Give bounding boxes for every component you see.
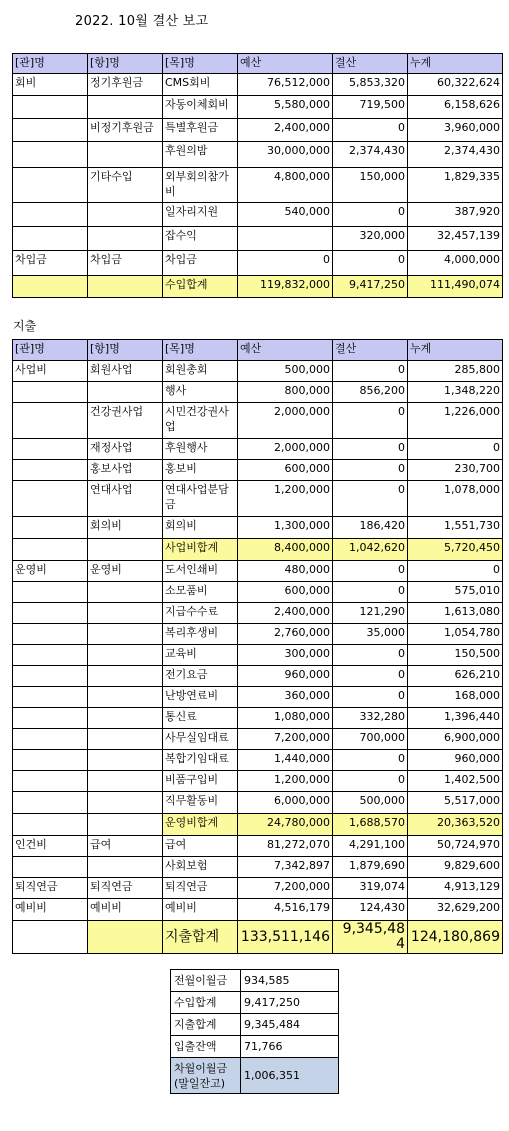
gwan-cell [13, 119, 88, 142]
mok-cell: 난방연료비 [163, 687, 238, 708]
mok-cell: 복리후생비 [163, 624, 238, 645]
summary-row [171, 1014, 339, 1036]
total-hang-cell [88, 276, 163, 298]
table-row [13, 687, 503, 708]
actual-cell: 700,000 [333, 729, 408, 750]
budget-cell: 1,200,000 [238, 771, 333, 792]
header-actual: 결산 [333, 340, 408, 361]
budget-cell: 800,000 [238, 382, 333, 403]
report-title: 2022. 10월 결산 보고 [75, 14, 209, 29]
mok-cell: 시민건강권사업 [163, 403, 238, 439]
cumulative-cell: 32,457,139 [408, 227, 503, 251]
expense-total-actual: 9,345,484 [333, 921, 408, 954]
table-row [13, 96, 503, 119]
budget-cell: 960,000 [238, 666, 333, 687]
mok-cell: 사회보험 [163, 857, 238, 878]
gwan-cell [13, 645, 88, 666]
summary-value: 934,585 [241, 970, 339, 992]
header-gwan: [관]명 [13, 340, 88, 361]
budget-cell: 5,580,000 [238, 96, 333, 119]
gwan-cell [13, 582, 88, 603]
table-row [13, 460, 503, 481]
income-table [12, 53, 503, 298]
budget-cell: 600,000 [238, 582, 333, 603]
hang-cell: 급여 [88, 836, 163, 857]
hang-cell [88, 666, 163, 687]
table-row [13, 603, 503, 624]
actual-cell: 719,500 [333, 96, 408, 119]
header-hang: [항]명 [88, 54, 163, 74]
actual-cell: 186,420 [333, 517, 408, 539]
mok-cell: 후원행사 [163, 439, 238, 460]
cumulative-cell: 2,374,430 [408, 142, 503, 168]
expense-total-cumulative: 124,180,869 [408, 921, 503, 954]
income-total-cumulative: 111,490,074 [408, 276, 503, 298]
summary-value: 9,345,484 [241, 1014, 339, 1036]
mok-cell: 후원의밤 [163, 142, 238, 168]
gwan-cell [13, 539, 88, 561]
mok-cell: 퇴직연금 [163, 878, 238, 899]
expense-header-row [13, 340, 503, 361]
mok-cell: 회의비 [163, 517, 238, 539]
gwan-cell [13, 624, 88, 645]
summary-label: 입출잔액 [171, 1036, 241, 1058]
hang-cell [88, 142, 163, 168]
budget-cell: 300,000 [238, 645, 333, 666]
hang-cell [88, 624, 163, 645]
gwan-cell [13, 687, 88, 708]
table-row [13, 517, 503, 539]
budget-cell: 480,000 [238, 561, 333, 582]
table-row [13, 878, 503, 899]
actual-cell: 4,291,100 [333, 836, 408, 857]
cumulative-cell: 5,517,000 [408, 792, 503, 814]
total-hang-cell [88, 921, 163, 954]
budget-cell: 2,000,000 [238, 403, 333, 439]
gwan-cell [13, 603, 88, 624]
hang-cell [88, 203, 163, 227]
summary-row [171, 1058, 339, 1094]
cumulative-cell: 1,396,440 [408, 708, 503, 729]
income-total-budget: 119,832,000 [238, 276, 333, 298]
actual-cell: 5,853,320 [333, 74, 408, 96]
hang-cell: 기타수입 [88, 168, 163, 203]
header-budget: 예산 [238, 340, 333, 361]
hang-cell: 비정기후원금 [88, 119, 163, 142]
hang-cell [88, 227, 163, 251]
table-row [13, 251, 503, 276]
summary-row [171, 1036, 339, 1058]
header-gwan: [관]명 [13, 54, 88, 74]
hang-cell: 재정사업 [88, 439, 163, 460]
cumulative-cell: 1,054,780 [408, 624, 503, 645]
hang-cell: 퇴직연금 [88, 878, 163, 899]
table-row [13, 142, 503, 168]
mok-cell: 특별후원금 [163, 119, 238, 142]
cumulative-cell: 3,960,000 [408, 119, 503, 142]
actual-cell: 0 [333, 771, 408, 792]
actual-cell: 0 [333, 460, 408, 481]
gwan-cell: 회비 [13, 74, 88, 96]
cumulative-cell: 150,500 [408, 645, 503, 666]
budget-cell: 30,000,000 [238, 142, 333, 168]
mok-cell: 차입금 [163, 251, 238, 276]
table-row [13, 439, 503, 460]
table-row [13, 168, 503, 203]
mok-cell: 홍보비 [163, 460, 238, 481]
hang-cell: 홍보사업 [88, 460, 163, 481]
gwan-cell [13, 203, 88, 227]
actual-cell: 0 [333, 251, 408, 276]
mok-cell: 연대사업분담금 [163, 481, 238, 517]
hang-cell [88, 857, 163, 878]
cumulative-cell: 9,829,600 [408, 857, 503, 878]
summary-label: 수입합계 [171, 992, 241, 1014]
actual-cell: 319,074 [333, 878, 408, 899]
header-cumulative: 누계 [408, 340, 503, 361]
actual-cell: 150,000 [333, 168, 408, 203]
budget-cell: 2,760,000 [238, 624, 333, 645]
total-gwan-cell [13, 276, 88, 298]
hang-cell [88, 729, 163, 750]
hang-cell [88, 582, 163, 603]
cumulative-cell: 168,000 [408, 687, 503, 708]
budget-cell: 81,272,070 [238, 836, 333, 857]
table-row [13, 857, 503, 878]
mok-cell: 지급수수료 [163, 603, 238, 624]
gwan-cell [13, 168, 88, 203]
gwan-cell [13, 481, 88, 517]
gwan-cell [13, 382, 88, 403]
table-row [13, 624, 503, 645]
total-gwan-cell [13, 921, 88, 954]
cumulative-cell: 285,800 [408, 361, 503, 382]
table-row [13, 792, 503, 814]
actual-cell: 0 [333, 481, 408, 517]
budget-cell: 7,342,897 [238, 857, 333, 878]
gwan-cell [13, 814, 88, 836]
hang-cell [88, 792, 163, 814]
cumulative-cell: 6,158,626 [408, 96, 503, 119]
hang-cell [88, 814, 163, 836]
expense-total-label: 지출합계 [163, 921, 238, 954]
actual-cell: 121,290 [333, 603, 408, 624]
table-row [13, 74, 503, 96]
budget-cell: 8,400,000 [238, 539, 333, 561]
hang-cell [88, 771, 163, 792]
cumulative-cell: 1,613,080 [408, 603, 503, 624]
expense-total-budget: 133,511,146 [238, 921, 333, 954]
actual-cell: 1,688,570 [333, 814, 408, 836]
budget-cell: 0 [238, 251, 333, 276]
gwan-cell [13, 771, 88, 792]
mok-cell: 직무활동비 [163, 792, 238, 814]
gwan-cell [13, 857, 88, 878]
mok-cell: 예비비 [163, 899, 238, 921]
table-row [13, 750, 503, 771]
mok-cell: 복합기임대료 [163, 750, 238, 771]
budget-cell: 2,000,000 [238, 439, 333, 460]
mok-cell: 행사 [163, 382, 238, 403]
mok-cell: 급여 [163, 836, 238, 857]
hang-cell [88, 603, 163, 624]
summary-label: 차월이월금 (말일잔고) [171, 1058, 241, 1094]
table-row [13, 708, 503, 729]
budget-cell: 76,512,000 [238, 74, 333, 96]
cumulative-cell: 6,900,000 [408, 729, 503, 750]
mok-cell: 도서인쇄비 [163, 561, 238, 582]
hang-cell: 회원사업 [88, 361, 163, 382]
mok-cell: 사무실임대료 [163, 729, 238, 750]
gwan-cell [13, 750, 88, 771]
cumulative-cell: 4,000,000 [408, 251, 503, 276]
actual-cell: 0 [333, 119, 408, 142]
mok-cell: 소모품비 [163, 582, 238, 603]
actual-cell: 0 [333, 561, 408, 582]
cumulative-cell: 50,724,970 [408, 836, 503, 857]
table-row [13, 361, 503, 382]
table-row [13, 119, 503, 142]
expense-total-row [13, 921, 503, 954]
cumulative-cell: 1,348,220 [408, 382, 503, 403]
mok-cell: 통신료 [163, 708, 238, 729]
cumulative-cell: 20,363,520 [408, 814, 503, 836]
summary-value: 71,766 [241, 1036, 339, 1058]
expense-section-label: 지출 [13, 319, 37, 333]
cumulative-cell: 575,010 [408, 582, 503, 603]
budget-cell: 7,200,000 [238, 878, 333, 899]
cumulative-cell: 1,402,500 [408, 771, 503, 792]
budget-cell: 500,000 [238, 361, 333, 382]
cumulative-cell: 1,226,000 [408, 403, 503, 439]
hang-cell [88, 382, 163, 403]
actual-cell: 332,280 [333, 708, 408, 729]
table-row [13, 539, 503, 561]
table-row [13, 561, 503, 582]
cumulative-cell: 1,829,335 [408, 168, 503, 203]
gwan-cell [13, 142, 88, 168]
actual-cell: 0 [333, 750, 408, 771]
budget-cell: 6,000,000 [238, 792, 333, 814]
mok-cell: 자동이체회비 [163, 96, 238, 119]
balance-summary-table [170, 969, 339, 1094]
actual-cell: 0 [333, 666, 408, 687]
summary-label: 지출합계 [171, 1014, 241, 1036]
gwan-cell [13, 403, 88, 439]
actual-cell: 0 [333, 645, 408, 666]
mok-cell: 잡수익 [163, 227, 238, 251]
gwan-cell: 예비비 [13, 899, 88, 921]
table-row [13, 836, 503, 857]
gwan-cell: 운영비 [13, 561, 88, 582]
actual-cell: 320,000 [333, 227, 408, 251]
actual-cell: 1,042,620 [333, 539, 408, 561]
actual-cell: 35,000 [333, 624, 408, 645]
budget-cell: 360,000 [238, 687, 333, 708]
actual-cell: 0 [333, 439, 408, 460]
gwan-cell: 차입금 [13, 251, 88, 276]
budget-cell: 2,400,000 [238, 119, 333, 142]
cumulative-cell: 32,629,200 [408, 899, 503, 921]
hang-cell [88, 96, 163, 119]
table-row [13, 771, 503, 792]
budget-cell: 4,800,000 [238, 168, 333, 203]
budget-cell: 1,300,000 [238, 517, 333, 539]
cumulative-cell: 387,920 [408, 203, 503, 227]
mok-cell: 사업비합계 [163, 539, 238, 561]
budget-cell: 1,440,000 [238, 750, 333, 771]
cumulative-cell: 0 [408, 439, 503, 460]
budget-cell: 7,200,000 [238, 729, 333, 750]
mok-cell: 외부회의참가비 [163, 168, 238, 203]
cumulative-cell: 0 [408, 561, 503, 582]
gwan-cell [13, 792, 88, 814]
hang-cell: 연대사업 [88, 481, 163, 517]
table-row [13, 899, 503, 921]
header-hang: [항]명 [88, 340, 163, 361]
gwan-cell: 사업비 [13, 361, 88, 382]
gwan-cell [13, 729, 88, 750]
hang-cell: 건강권사업 [88, 403, 163, 439]
gwan-cell [13, 460, 88, 481]
actual-cell: 0 [333, 403, 408, 439]
summary-row [171, 992, 339, 1014]
hang-cell [88, 750, 163, 771]
table-row [13, 645, 503, 666]
table-row [13, 403, 503, 439]
budget-cell: 540,000 [238, 203, 333, 227]
mok-cell: 비품구입비 [163, 771, 238, 792]
actual-cell: 500,000 [333, 792, 408, 814]
table-row [13, 203, 503, 227]
header-actual: 결산 [333, 54, 408, 74]
header-cumulative: 누계 [408, 54, 503, 74]
header-mok: [목]명 [163, 54, 238, 74]
actual-cell: 856,200 [333, 382, 408, 403]
cumulative-cell: 1,078,000 [408, 481, 503, 517]
mok-cell: 교육비 [163, 645, 238, 666]
table-row [13, 227, 503, 251]
cumulative-cell: 626,210 [408, 666, 503, 687]
budget-cell: 24,780,000 [238, 814, 333, 836]
budget-cell: 2,400,000 [238, 603, 333, 624]
hang-cell [88, 645, 163, 666]
summary-row [171, 970, 339, 992]
table-row [13, 666, 503, 687]
actual-cell: 2,374,430 [333, 142, 408, 168]
income-total-label: 수입합계 [163, 276, 238, 298]
gwan-cell [13, 666, 88, 687]
hang-cell: 예비비 [88, 899, 163, 921]
budget-cell: 1,200,000 [238, 481, 333, 517]
gwan-cell [13, 708, 88, 729]
cumulative-cell: 60,322,624 [408, 74, 503, 96]
expense-table [12, 339, 503, 954]
budget-cell [238, 227, 333, 251]
cumulative-cell: 960,000 [408, 750, 503, 771]
actual-cell: 0 [333, 361, 408, 382]
budget-cell: 1,080,000 [238, 708, 333, 729]
gwan-cell [13, 439, 88, 460]
income-total-row [13, 276, 503, 298]
table-row [13, 481, 503, 517]
cumulative-cell: 230,700 [408, 460, 503, 481]
table-row [13, 582, 503, 603]
hang-cell: 운영비 [88, 561, 163, 582]
mok-cell: 회원총회 [163, 361, 238, 382]
budget-cell: 600,000 [238, 460, 333, 481]
actual-cell: 0 [333, 582, 408, 603]
gwan-cell [13, 227, 88, 251]
gwan-cell [13, 96, 88, 119]
cumulative-cell: 1,551,730 [408, 517, 503, 539]
actual-cell: 0 [333, 203, 408, 227]
actual-cell: 124,430 [333, 899, 408, 921]
budget-cell: 4,516,179 [238, 899, 333, 921]
header-mok: [목]명 [163, 340, 238, 361]
summary-value: 1,006,351 [241, 1058, 339, 1094]
cumulative-cell: 5,720,450 [408, 539, 503, 561]
mok-cell: CMS회비 [163, 74, 238, 96]
summary-value: 9,417,250 [241, 992, 339, 1014]
gwan-cell: 퇴직연금 [13, 878, 88, 899]
hang-cell [88, 708, 163, 729]
summary-label: 전월이월금 [171, 970, 241, 992]
mok-cell: 일자리지원 [163, 203, 238, 227]
table-row [13, 382, 503, 403]
hang-cell: 정기후원금 [88, 74, 163, 96]
cumulative-cell: 4,913,129 [408, 878, 503, 899]
header-budget: 예산 [238, 54, 333, 74]
income-header-row [13, 54, 503, 74]
actual-cell: 1,879,690 [333, 857, 408, 878]
mok-cell: 운영비합계 [163, 814, 238, 836]
hang-cell [88, 539, 163, 561]
hang-cell [88, 687, 163, 708]
table-row [13, 729, 503, 750]
gwan-cell: 인건비 [13, 836, 88, 857]
income-total-actual: 9,417,250 [333, 276, 408, 298]
mok-cell: 전기요금 [163, 666, 238, 687]
hang-cell: 차입금 [88, 251, 163, 276]
gwan-cell [13, 517, 88, 539]
actual-cell: 0 [333, 687, 408, 708]
hang-cell: 회의비 [88, 517, 163, 539]
table-row [13, 814, 503, 836]
